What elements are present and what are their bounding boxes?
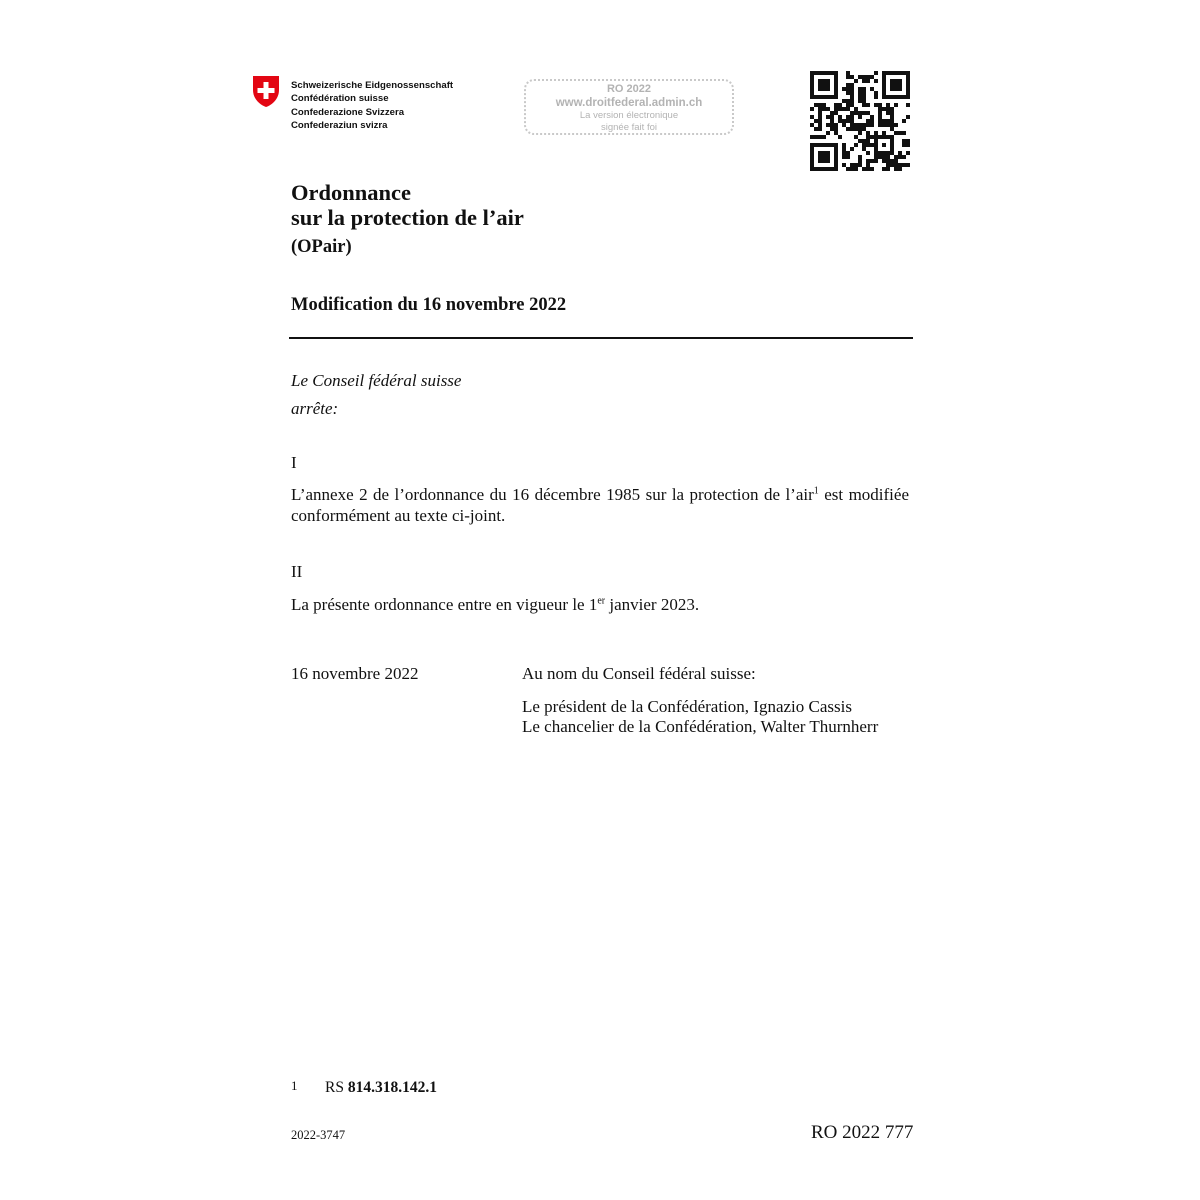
- title-line-1: Ordonnance: [291, 180, 412, 205]
- agency-name-block: [291, 79, 453, 133]
- preamble-line-2: arrête:: [291, 399, 339, 418]
- section-1-paragraph: [291, 484, 909, 526]
- agency-name-rm: Confederaziun svizra: [291, 120, 388, 132]
- signatory-president: Le président de la Confédération, Ignazio Cassis: [522, 697, 852, 716]
- section-number-2: II: [291, 562, 303, 581]
- section-1-text-continued: est modifiée conformément au texte ci-joint.: [291, 485, 909, 525]
- stamp-url: www.droitfederal.admin.ch: [555, 97, 703, 109]
- preamble-line-1: Le Conseil fédéral suisse: [291, 371, 462, 390]
- section-1-text: L’annexe 2 de l’ordonnance du 16 décembre 1985 sur la protection de l’air: [291, 485, 814, 504]
- footnote-reference-number[interactable]: 814.318.142.1: [347, 1079, 437, 1096]
- ro-reference: RO 2022 777: [811, 1122, 914, 1143]
- title-line-2: sur la protection de l’air: [291, 205, 524, 230]
- modification-date-heading: Modification du 16 novembre 2022: [291, 295, 567, 315]
- preamble: [291, 367, 461, 423]
- stamp-note-line2: signée fait foi: [601, 122, 657, 133]
- title-divider: [289, 337, 913, 339]
- signatory-chancellor: Le chancelier de la Confédération, Walter Thurnherr: [522, 717, 879, 736]
- ordinance-title: [291, 180, 524, 230]
- section-number-1: I: [291, 453, 297, 472]
- document-number: 2022-3747: [291, 1128, 346, 1142]
- agency-name-fr: Confédération suisse: [291, 93, 389, 105]
- section-2-paragraph: [291, 594, 699, 615]
- footnote-prefix: RS: [325, 1079, 348, 1096]
- footnote-reference[interactable]: 1: [813, 485, 819, 497]
- ordinal-superscript: er: [597, 595, 606, 607]
- agency-name-de: Schweizerische Eidgenossenschaft: [291, 80, 454, 91]
- stamp-ro-label: RO 2022: [606, 83, 652, 95]
- signature-heading: Au nom du Conseil fédéral suisse:: [522, 664, 756, 683]
- footnote-number: 1: [291, 1078, 298, 1093]
- swiss-crest-icon: [252, 75, 280, 108]
- electronic-version-stamp: [524, 79, 734, 135]
- footnote-text: [325, 1079, 437, 1097]
- section-2-text-continued: janvier 2023.: [605, 595, 700, 614]
- agency-name-it: Confederazione Svizzera: [291, 106, 405, 118]
- qr-code-icon: [810, 71, 910, 171]
- ordinance-abbreviation: (OPair): [291, 237, 352, 257]
- section-2-text: La présente ordonnance entre en vigueur le 1: [291, 595, 598, 614]
- signature-date: 16 novembre 2022: [291, 664, 419, 683]
- stamp-note-line1: La version électronique: [579, 110, 679, 121]
